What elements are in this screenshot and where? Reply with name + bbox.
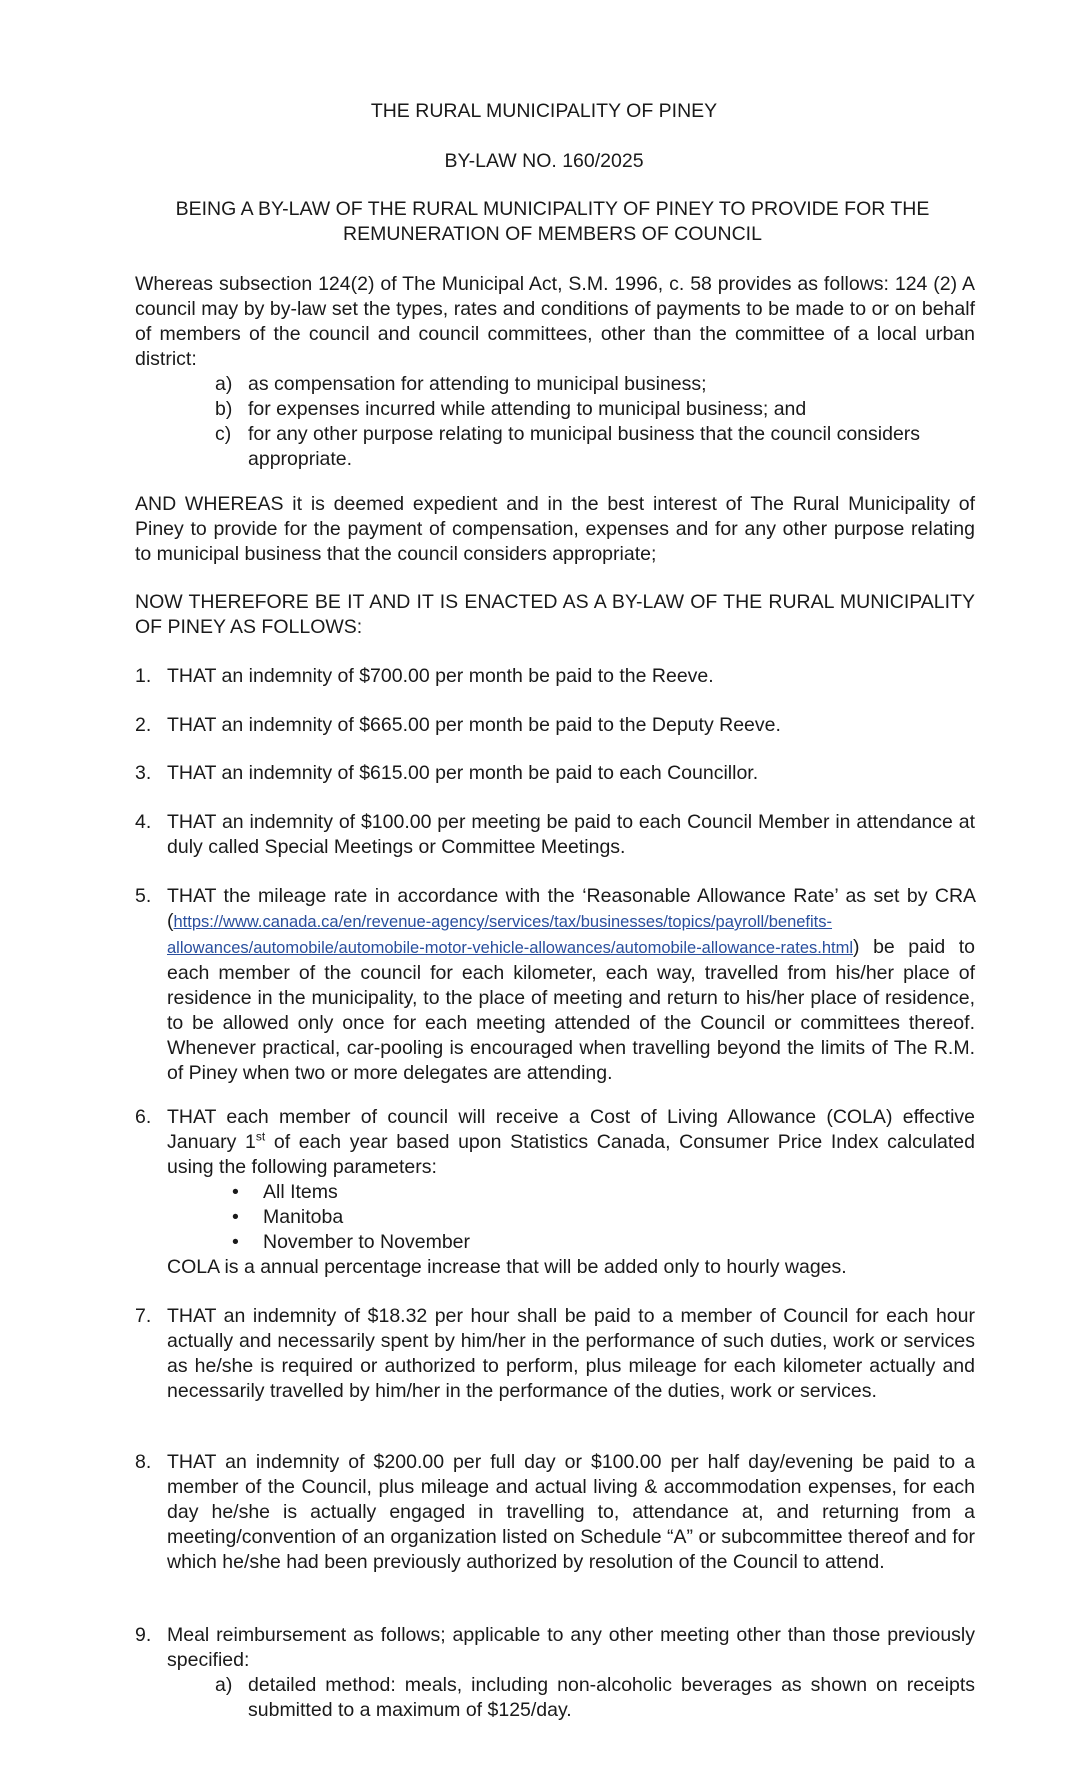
clause-number: 5. (135, 885, 152, 907)
clause-text: THAT an indemnity of $200.00 per full day or $100.00 per half day/evening be paid to a member of the Council, plus mileage and actual living & accommodation expenses, for each day he/she is actually engaged in travelling to, attendance at, and returning from a meeting/convention of an organization listed on Schedule “A” or subcommittee thereof and for which he/she had been previously authorized by resolution of the Council to attend. (167, 1451, 975, 1573)
clause-number: 2. (135, 714, 152, 736)
bylaw-heading (130, 197, 975, 247)
clause-number: 1. (135, 665, 152, 687)
meal-method-text: detailed method: meals, including non-alcoholic beverages as shown on receipts submitted to a maximum of $125/day. (248, 1674, 975, 1721)
clause-text-part: THAT each member of council will receive a Cost of Living Allowance (COLA) effective January 1 (167, 1106, 975, 1153)
and-whereas-clause: AND WHEREAS it is deemed expedient and in the best interest of The Rural Municipality of Piney to provide for the payment of compensation, expenses and for any other purpose relating to municipal business that the council considers appropriate; (135, 493, 975, 565)
enactment-clause: NOW THEREFORE BE IT AND IT IS ENACTED AS A BY-LAW OF THE RURAL MUNICIPALITY OF PINEY AS FOLLOWS: (135, 591, 975, 638)
whereas-item-label: c) (215, 423, 232, 445)
clause-text: THAT an indemnity of $100.00 per meeting be paid to each Council Member in attendance at duly called Special Meetings or Committee Meetings. (167, 811, 975, 858)
whereas-item-text: as compensation for attending to municipal business; (248, 373, 707, 395)
clause-text: THAT an indemnity of $665.00 per month be paid to the Deputy Reeve. (167, 714, 781, 736)
cola-parameter-text: November to November (263, 1231, 470, 1253)
clause-text: THAT an indemnity of $700.00 per month be paid to the Reeve. (167, 665, 714, 687)
clause-text-part: THAT the mileage rate in accordance with the ‘Reasonable Allowance Rate’ as set by CRA (167, 885, 975, 907)
clause-text: THAT the mileage rate in accordance with the ‘Reasonable Allowance Rate’ as set by CRA (https://www.canada.ca/en/revenue-agency/services/tax/businesses/topics/payroll/benefits-allowances/automobile/automobile-motor-vehicle-allowances/automobile-allowance-rates.html) be paid to each member of the council for each kilometer, each way, travelled from his/her place of residence in the municipality, to the place of meeting and return to his/her place of residence, to be allowed only once for each meeting attended of the Council or committees thereof. Whenever practical, car-pooling is encouraged when travelling beyond the limits of The R.M. of Piney when two or more delegates are attending. (167, 885, 975, 1084)
clause-text-part: be paid to each member of the council for each kilometer, each way, travelled from his/her place of residence in the municipality, to the place of meeting and return to his/her place of residence, to be allowed only once for each meeting attended of the Council or committees thereof. Whenever practical, car-pooling is encouraged when travelling beyond the limits of The R.M. of Piney when two or more delegates are attending. (167, 936, 975, 1084)
heading-line-2: REMUNERATION OF MEMBERS OF COUNCIL (343, 223, 762, 245)
bylaw-number: BY-LAW NO. 160/2025 (444, 150, 644, 172)
clause-number: 8. (135, 1451, 152, 1473)
whereas-item-label: a) (215, 373, 233, 395)
clause-text-part: of each year based upon Statistics Canada, Consumer Price Index calculated using the following parameters: (167, 1131, 975, 1178)
whereas-intro: Whereas subsection 124(2) of The Municipal Act, S.M. 1996, c. 58 provides as follows: 124 (2) A council may by by-law set the types, rates and conditions of payments to be made to or on behalf of members of the council and council committees, other than the committee of a local urban district: (135, 273, 975, 370)
cra-allowance-rates-link[interactable]: https://www.canada.ca/en/revenue-agency/services/tax/businesses/topics/payroll/benefits-allowances/automobile/automobile-motor-vehicle-allowances/automobile-allowance-rates.html (167, 913, 853, 957)
bullet-icon: • (232, 1206, 239, 1228)
cola-parameter-text: Manitoba (263, 1206, 344, 1228)
clause-number: 6. (135, 1106, 152, 1128)
bullet-icon: • (232, 1231, 239, 1253)
cola-parameter-text: All Items (263, 1181, 338, 1203)
clause-number: 9. (135, 1624, 152, 1646)
whereas-item-label: b) (215, 398, 233, 420)
whereas-item-text: for any other purpose relating to municipal business that the council considers appropriate. (248, 423, 921, 470)
cola-note: COLA is a annual percentage increase that will be added only to hourly wages. (167, 1256, 847, 1278)
clause-text: THAT an indemnity of $615.00 per month be paid to each Councillor. (167, 762, 759, 784)
clause-number: 4. (135, 811, 152, 833)
bullet-icon: • (232, 1181, 239, 1203)
heading-line-1: BEING A BY-LAW OF THE RURAL MUNICIPALITY OF PINEY TO PROVIDE FOR THE (175, 198, 930, 220)
clause-number: 7. (135, 1305, 152, 1327)
clause-text: THAT an indemnity of $18.32 per hour shall be paid to a member of Council for each hour actually and necessarily spent by him/her in the performance of such duties, work or services as he/she is required or authorized to perform, plus mileage for each kilometer actually and necessarily travelled by him/her in the performance of the duties, work or services. (167, 1305, 975, 1402)
whereas-item-text: for expenses incurred while attending to municipal business; and (248, 398, 807, 420)
document-title: THE RURAL MUNICIPALITY OF PINEY (370, 100, 718, 122)
clause-text (167, 1105, 975, 1180)
meal-method-label: a) (215, 1674, 233, 1696)
ordinal-superscript: st (255, 1129, 266, 1144)
clause-text: Meal reimbursement as follows; applicable to any other meeting other than those previously specified: (167, 1624, 975, 1671)
clause-number: 3. (135, 762, 152, 784)
